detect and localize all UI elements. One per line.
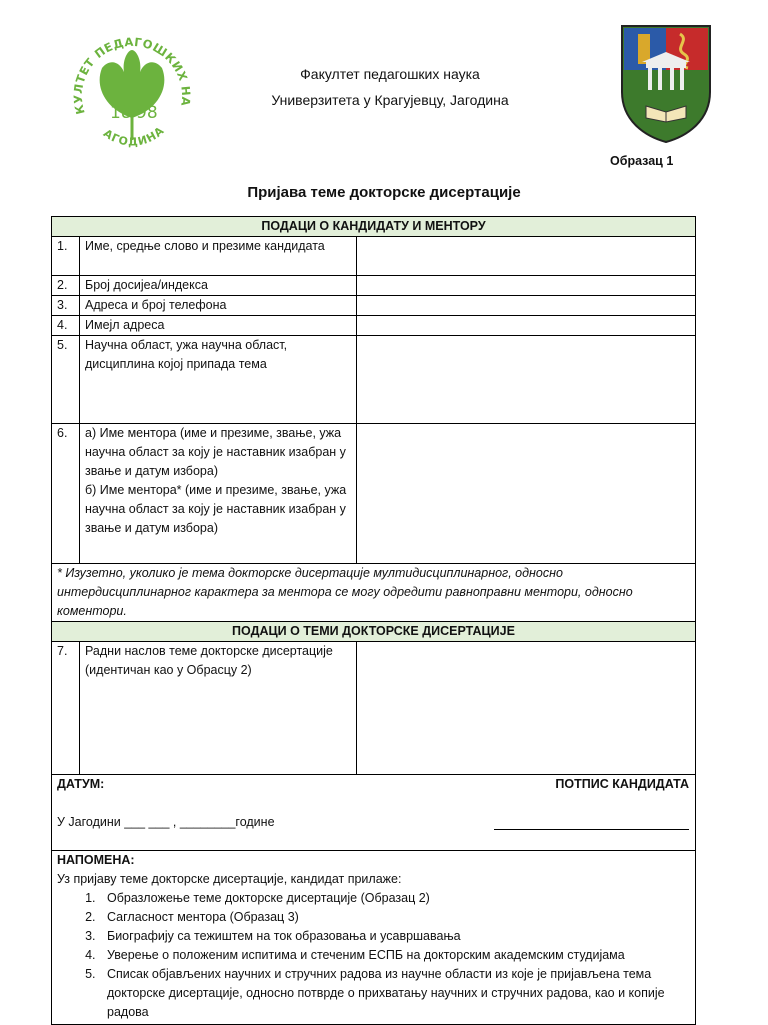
section-dissertation-header: ПОДАЦИ О ТЕМИ ДОКТОРСКЕ ДИСЕРТАЦИЈЕ (52, 622, 696, 642)
note-title: НАПОМЕНА: (57, 853, 135, 867)
section-candidate-mentor-header: ПОДАЦИ О КАНДИДАТУ И МЕНТОРУ (52, 217, 696, 237)
footnote: * Изузетно, уколико је тема докторске дисертације мултидисциплинарног, односно интердисциплинарног карактера за ментора се могу одредити равноправни ментори, односно коментори. (52, 564, 696, 622)
mentor-field[interactable] (357, 424, 696, 564)
table-row: 5. Научна област, ужа научна област, дисциплина којој припада тема (52, 336, 696, 424)
faculty-name: Факултет педагошких наука (300, 66, 480, 82)
svg-text:ФАКУЛТЕТ ПЕДАГОШКИХ НАУКА: КУЛТЕТ ПЕДАГОШКИХ НА (70, 34, 194, 116)
candidate-name-field[interactable] (357, 237, 696, 276)
place-date-line[interactable]: У Јагодини ___ ___ , ________године (57, 815, 275, 829)
table-row: 7. Радни наслов теме докторске дисертације (идентичан као у Обрасцу 2) (52, 642, 696, 775)
page-title: Пријава теме докторске дисертације (247, 184, 521, 201)
list-item: 4. Уверење о положеним испитима и стеченим ЕСПБ на докторским академским студијама (99, 946, 690, 965)
university-name: Универзитета у Крагујевцу, Јагодина (271, 92, 509, 108)
list-item: 5. Списак објављених научних и стручних радова из научне области из које је пријављена тема докторске дисертације, односно потврде о прихватању научних и стручних радова, као и копије радова (99, 965, 690, 1022)
mentor-a-label: а) Име ментора (име и презиме, звање, ужа научна област за коју је наставник изабран у звање и датум избора) (85, 426, 346, 478)
ginkgo-leaf-icon (62, 22, 202, 162)
row-label: Број досијеа/индекса (80, 276, 357, 296)
row-label: Адреса и број телефона (80, 296, 357, 316)
svg-text:ЈАГОДИНА: АГОДИНА (100, 123, 168, 149)
attachments-list (57, 889, 690, 1022)
address-phone-field[interactable] (357, 296, 696, 316)
table-row: 4. Имејл адреса (52, 316, 696, 336)
row-label (80, 424, 357, 564)
email-field[interactable] (357, 316, 696, 336)
crest-icon (618, 22, 714, 146)
row-label: Имејл адреса (80, 316, 357, 336)
svg-text:18: 18 (110, 103, 132, 123)
note-block (52, 851, 696, 1025)
date-signature-block (52, 775, 696, 851)
mentor-b-label: б) Име ментора* (име и презиме, звање, ужа научна област за коју је наставник изабран у звање и датум избора) (85, 483, 347, 535)
file-index-field[interactable] (357, 276, 696, 296)
table-row: 6. а) Име ментора (име и презиме, звање, ужа научна област за коју је наставник изабран у звање и датум избора) б) Име ментора* (име и презиме, звање, ужа научна област за коју је наставник изабран у звање и датум избора) (52, 424, 696, 564)
application-form-table (51, 216, 696, 1025)
table-row: 1. Име, средње слово и презиме кандидата (52, 237, 696, 276)
row-label: Радни наслов теме докторске дисертације (идентичан као у Обрасцу 2) (80, 642, 357, 775)
scientific-field-field[interactable] (357, 336, 696, 424)
faculty-logo (62, 22, 202, 162)
date-label: ДАТУМ: (57, 777, 105, 791)
signature-label: ПОТПИС КАНДИДАТА (555, 777, 689, 791)
dissertation-title-field[interactable] (357, 642, 696, 775)
list-item: 3. Биографију са тежиштем на ток образовања и усавршавања (99, 927, 690, 946)
svg-text:98: 98 (136, 103, 158, 123)
form-number: Образац 1 (610, 154, 674, 168)
note-intro: Уз пријаву теме докторске дисертације, кандидат прилаже: (57, 872, 402, 886)
signature-line[interactable] (494, 829, 689, 830)
list-item: 1. Образложење теме докторске дисертације (Образац 2) (99, 889, 690, 908)
table-row: 3. Адреса и број телефона (52, 296, 696, 316)
list-item: 2. Сагласност ментора (Образац 3) (99, 908, 690, 927)
row-label: Име, средње слово и презиме кандидата (80, 237, 357, 276)
university-crest (618, 22, 714, 146)
table-row: 2. Број досијеа/индекса (52, 276, 696, 296)
row-label: Научна област, ужа научна област, дисциплина којој припада тема (80, 336, 357, 424)
